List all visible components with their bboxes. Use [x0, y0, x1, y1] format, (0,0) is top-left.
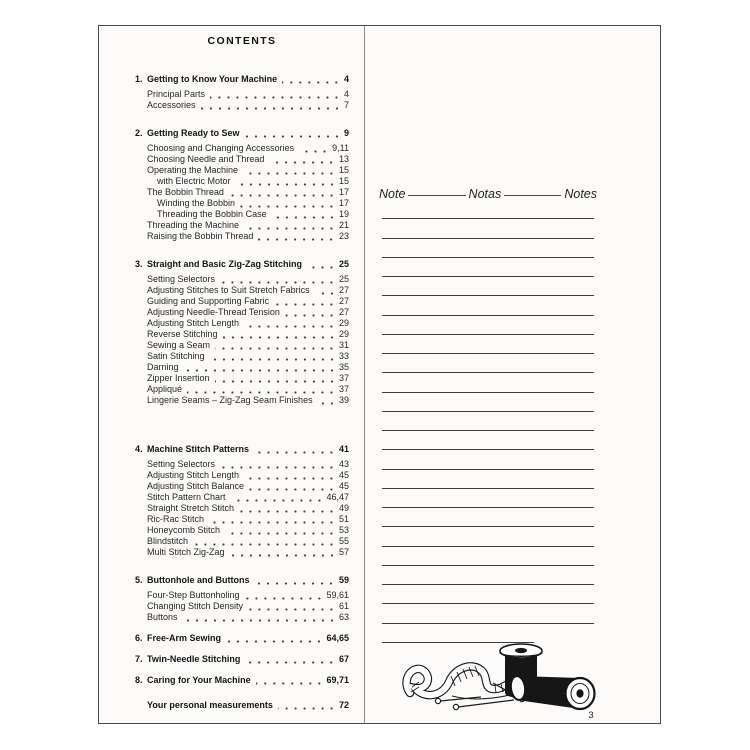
- note-ruled-line: [382, 489, 594, 508]
- note-ruled-line: [382, 624, 534, 643]
- toc-entry-page: 4: [343, 89, 349, 99]
- toc-entry-page: 27: [338, 296, 349, 306]
- toc-item-row: [135, 285, 349, 296]
- toc-entry-label: Adjusting Stitch Length: [147, 318, 240, 328]
- toc-closing-entry: [135, 700, 349, 711]
- dot-leader: [210, 96, 341, 99]
- toc-entry-page: 45: [338, 470, 349, 480]
- note-ruled-line: [382, 527, 594, 546]
- dot-leader: [226, 640, 323, 643]
- toc-entry-label: Honeycomb Stitch: [147, 525, 221, 535]
- toc-item-row: [135, 340, 349, 351]
- toc-item-row: [135, 470, 349, 481]
- toc-entry-page: 33: [338, 351, 349, 361]
- note-ruled-line: [382, 470, 594, 489]
- note-ruled-line: [382, 277, 594, 296]
- toc-entry-label: Ric-Rac Stitch: [147, 514, 205, 524]
- toc-entry-label: Your personal measurements: [147, 700, 273, 710]
- toc-entry-page: 25: [338, 274, 349, 284]
- dot-leader: [223, 336, 336, 339]
- toc-section-page: 59: [338, 575, 349, 585]
- toc-entry-label: Threading the Bobbin Case: [157, 209, 267, 219]
- toc-item-row: [135, 100, 349, 111]
- dot-leader: [231, 499, 324, 502]
- toc-item-row: [135, 459, 349, 470]
- toc-section-title: Getting Ready to Sew: [147, 128, 240, 138]
- dot-leader: [248, 608, 336, 611]
- toc-item-row: [135, 481, 349, 492]
- toc-section-page: 41: [338, 444, 349, 454]
- note-ruled-line: [382, 335, 594, 354]
- dot-leader: [272, 216, 336, 219]
- dot-leader: [254, 582, 336, 585]
- dot-leader: [243, 172, 336, 175]
- note-ruled-line: [382, 258, 594, 277]
- toc-section-title: Machine Stitch Patterns: [147, 444, 250, 454]
- toc-section-title: Caring for Your Machine: [147, 675, 251, 685]
- toc-item-row: [135, 536, 349, 547]
- toc-entry-page: 17: [338, 198, 349, 208]
- dot-leader: [236, 183, 336, 186]
- toc-entry-page: 7: [343, 100, 349, 110]
- dot-leader: [220, 281, 336, 284]
- toc-entry-page: 21: [338, 220, 349, 230]
- toc-item-row: [135, 154, 349, 165]
- toc-section-page: 25: [338, 259, 349, 269]
- toc-entry-label: Straight Stretch Stitch: [147, 503, 235, 513]
- toc-entry-page: 37: [338, 373, 349, 383]
- dot-leader: [285, 314, 336, 317]
- contents-title: CONTENTS: [207, 35, 277, 47]
- dot-leader: [258, 238, 336, 241]
- note-ruled-line: [382, 508, 594, 527]
- note-ruled-line: [382, 412, 594, 431]
- toc-item-row: [135, 176, 349, 187]
- dot-leader: [244, 227, 336, 230]
- toc-section-number: 7.: [135, 654, 143, 664]
- note-ruled-line: [382, 431, 594, 450]
- toc-item-row: [135, 384, 349, 395]
- toc-entry-page: 23: [338, 231, 349, 241]
- toc-item-row: [135, 351, 349, 362]
- note-ruled-line: [382, 219, 594, 238]
- dot-leader: [240, 205, 336, 208]
- toc-section-row: [135, 654, 349, 665]
- toc-item-row: [135, 274, 349, 285]
- toc-entry-label: Setting Selectors: [147, 274, 216, 284]
- toc-section-page: 64,65: [326, 633, 349, 643]
- toc-item-row: [135, 89, 349, 100]
- toc-entry-page: 45: [338, 481, 349, 491]
- toc-section-number: 8.: [135, 675, 143, 685]
- toc-entry-page: 72: [338, 700, 349, 710]
- toc-entry-label: Sewing a Seam: [147, 340, 211, 350]
- toc-section-row: [135, 444, 349, 455]
- lying-thread-spool: [509, 675, 594, 709]
- loose-thread: [452, 694, 514, 699]
- dot-leader: [245, 597, 324, 600]
- toc-entry-page: 15: [338, 165, 349, 175]
- toc-entry-label: Satin Stitching: [147, 351, 205, 361]
- toc-item-row: [135, 143, 349, 154]
- toc-entry-page: 59,61: [326, 590, 349, 600]
- dot-leader: [209, 521, 336, 524]
- toc-item-row: [135, 187, 349, 198]
- toc-entry-page: 39: [338, 395, 349, 405]
- note-ruled-line: [382, 354, 594, 373]
- toc-entry-label: Adjusting Stitch Length: [147, 470, 240, 480]
- toc-entry-label: Operating the Machine: [147, 165, 239, 175]
- toc-section-number: 6.: [135, 633, 143, 643]
- toc-item-row: [135, 296, 349, 307]
- header-rule: [408, 195, 465, 196]
- manual-page-spread: [98, 25, 661, 724]
- toc-entry-page: 57: [338, 547, 349, 557]
- toc-item-row: [135, 198, 349, 209]
- dot-leader: [244, 477, 336, 480]
- toc-entry-label: Lingerie Seams – Zig-Zag Seam Finishes: [147, 395, 313, 405]
- dot-leader: [244, 325, 336, 328]
- toc-entry-page: 15: [338, 176, 349, 186]
- toc-item-row: [135, 165, 349, 176]
- toc-item-row: [135, 318, 349, 329]
- toc-section-row: [135, 128, 349, 139]
- dot-leader: [256, 682, 324, 685]
- note-ruled-line: [382, 393, 594, 412]
- page-gutter-divider: [364, 26, 365, 723]
- toc-entry-label: Zipper Insertion: [147, 373, 210, 383]
- dot-leader: [215, 380, 336, 383]
- toc-entry-label: Accessories: [147, 100, 196, 110]
- toc-section-page: 67: [338, 654, 349, 664]
- toc-item-row: [135, 525, 349, 536]
- note-ruled-line: [382, 547, 594, 566]
- toc-section-number: 1.: [135, 74, 143, 84]
- toc-entry-label: Adjusting Stitches to Suit Stretch Fabrics: [147, 285, 310, 295]
- toc-section-row: [135, 575, 349, 586]
- dot-leader: [245, 135, 341, 138]
- note-ruled-line: [382, 239, 594, 258]
- toc-entry-label: Buttons: [147, 612, 178, 622]
- toc-section-number: 2.: [135, 128, 143, 138]
- toc-item-row: [135, 514, 349, 525]
- dot-leader: [315, 292, 336, 295]
- toc-entry-page: 61: [338, 601, 349, 611]
- dot-leader: [201, 107, 341, 110]
- toc-entry-label: The Bobbin Thread: [147, 187, 224, 197]
- toc-item-row: [135, 362, 349, 373]
- toc-entry-label: Blindstitch: [147, 536, 189, 546]
- note-ruled-line: [382, 200, 594, 219]
- toc-entry-label: Choosing and Changing Accessories: [147, 143, 295, 153]
- toc-section-page: 4: [343, 74, 349, 84]
- toc-item-row: [135, 612, 349, 623]
- toc-entry-page: 29: [338, 329, 349, 339]
- dot-leader: [229, 194, 336, 197]
- dot-leader: [282, 81, 341, 84]
- toc-entry-page: 17: [338, 187, 349, 197]
- toc-entry-label: Guiding and Supporting Fabric: [147, 296, 270, 306]
- toc-item-row: [135, 547, 349, 558]
- note-ruled-line: [382, 585, 594, 604]
- dot-leader: [193, 543, 336, 546]
- toc-entry-label: Setting Selectors: [147, 459, 216, 469]
- toc-item-row: [135, 503, 349, 514]
- toc-item-row: [135, 307, 349, 318]
- dot-leader: [299, 150, 329, 153]
- notes-header: [379, 187, 597, 201]
- page-number: 3: [588, 710, 594, 721]
- note-ruled-line: [382, 604, 594, 623]
- toc-entry-page: 29: [338, 318, 349, 328]
- dot-leader: [239, 510, 336, 513]
- toc-entry-page: 27: [338, 285, 349, 295]
- toc-entry-label: Principal Parts: [147, 89, 206, 99]
- dot-leader: [278, 707, 336, 710]
- dot-leader: [269, 161, 336, 164]
- toc-section-title: Twin-Needle Stitching: [147, 654, 241, 664]
- toc-entry-label: Darning: [147, 362, 179, 372]
- dot-leader: [245, 661, 336, 664]
- dot-leader: [215, 347, 336, 350]
- dot-leader: [220, 466, 336, 469]
- note-ruled-line: [382, 316, 594, 335]
- toc-entry-page: 63: [338, 612, 349, 622]
- toc-entry-page: 27: [338, 307, 349, 317]
- toc-entry-label: Multi Stitch Zig-Zag: [147, 547, 225, 557]
- header-rule: [504, 195, 561, 196]
- toc-entry-label: Winding the Bobbin: [157, 198, 236, 208]
- toc-entry-page: 53: [338, 525, 349, 535]
- note-ruled-line: [382, 373, 594, 392]
- toc-item-row: [135, 231, 349, 242]
- toc-entry-label: Appliqué: [147, 384, 183, 394]
- toc-entry-page: 31: [338, 340, 349, 350]
- toc-entry-page: 19: [338, 209, 349, 219]
- note-ruled-line: [382, 296, 594, 315]
- toc-entry-label: Adjusting Needle-Thread Tension: [147, 307, 280, 317]
- dot-leader: [230, 554, 336, 557]
- toc-item-row: [135, 209, 349, 220]
- dot-leader: [184, 369, 336, 372]
- toc-item-row: [135, 329, 349, 340]
- note-label-en: Note: [379, 187, 406, 201]
- toc-section-page: 9: [343, 128, 349, 138]
- note-ruled-line: [382, 450, 594, 469]
- toc-item-row: [135, 220, 349, 231]
- toc-entry-label: Reverse Stitching: [147, 329, 218, 339]
- toc-section-title: Buttonhole and Buttons: [147, 575, 250, 585]
- dot-leader: [183, 619, 336, 622]
- toc-item-row: [135, 590, 349, 601]
- toc-section-row: [135, 259, 349, 270]
- toc-entry-label: Four-Step Buttonholing: [147, 590, 240, 600]
- toc-section-title: Free-Arm Sewing: [147, 633, 222, 643]
- note-label-en-plural: Notes: [564, 187, 597, 201]
- toc-item-row: [135, 601, 349, 612]
- toc-section-title: Getting to Know Your Machine: [147, 74, 278, 84]
- toc-section-row: [135, 74, 349, 85]
- toc-section-number: 5.: [135, 575, 143, 585]
- note-label-es: Notas: [468, 187, 502, 201]
- note-ruled-line: [382, 566, 594, 585]
- toc-item-row: [135, 492, 349, 503]
- dot-leader: [254, 451, 336, 454]
- dot-leader: [318, 402, 336, 405]
- toc-list: [135, 74, 349, 686]
- toc-entry-label: Stitch Pattern Chart: [147, 492, 226, 502]
- toc-section-number: 4.: [135, 444, 143, 454]
- dot-leader: [274, 303, 336, 306]
- toc-entry-label: Adjusting Stitch Balance: [147, 481, 245, 491]
- toc-section-row: [135, 633, 349, 644]
- dot-leader: [249, 488, 336, 491]
- toc-entry-page: 9,11: [332, 143, 349, 153]
- toc-entry-page: 49: [338, 503, 349, 513]
- note-ruled-lines: [382, 200, 594, 643]
- toc-section-title: Straight and Basic Zig-Zag Stitching: [147, 259, 303, 269]
- toc-entry-label: Changing Stitch Density: [147, 601, 244, 611]
- toc-entry-label: with Electric Motor: [157, 176, 231, 186]
- toc-entry-label: Choosing Needle and Thread: [147, 154, 265, 164]
- dot-leader: [187, 391, 336, 394]
- toc-entry-page: 46,47: [326, 492, 349, 502]
- dot-leader: [210, 358, 336, 361]
- toc-entry-label: Threading the Machine: [147, 220, 240, 230]
- toc-entry-page: 43: [338, 459, 349, 469]
- toc-entry-page: 55: [338, 536, 349, 546]
- toc-section-row: [135, 675, 349, 686]
- toc-entry-page: 37: [338, 384, 349, 394]
- toc-entry-page: 35: [338, 362, 349, 372]
- dot-leader: [307, 266, 336, 269]
- toc-item-row: [135, 373, 349, 384]
- dot-leader: [225, 532, 336, 535]
- contents-page: [135, 35, 349, 711]
- toc-section-number: 3.: [135, 259, 143, 269]
- toc-entry-page: 13: [338, 154, 349, 164]
- toc-section-page: 69,71: [326, 675, 349, 685]
- toc-entry-label: Raising the Bobbin Thread: [147, 231, 254, 241]
- toc-item-row: [135, 395, 349, 406]
- toc-entry-page: 51: [338, 514, 349, 524]
